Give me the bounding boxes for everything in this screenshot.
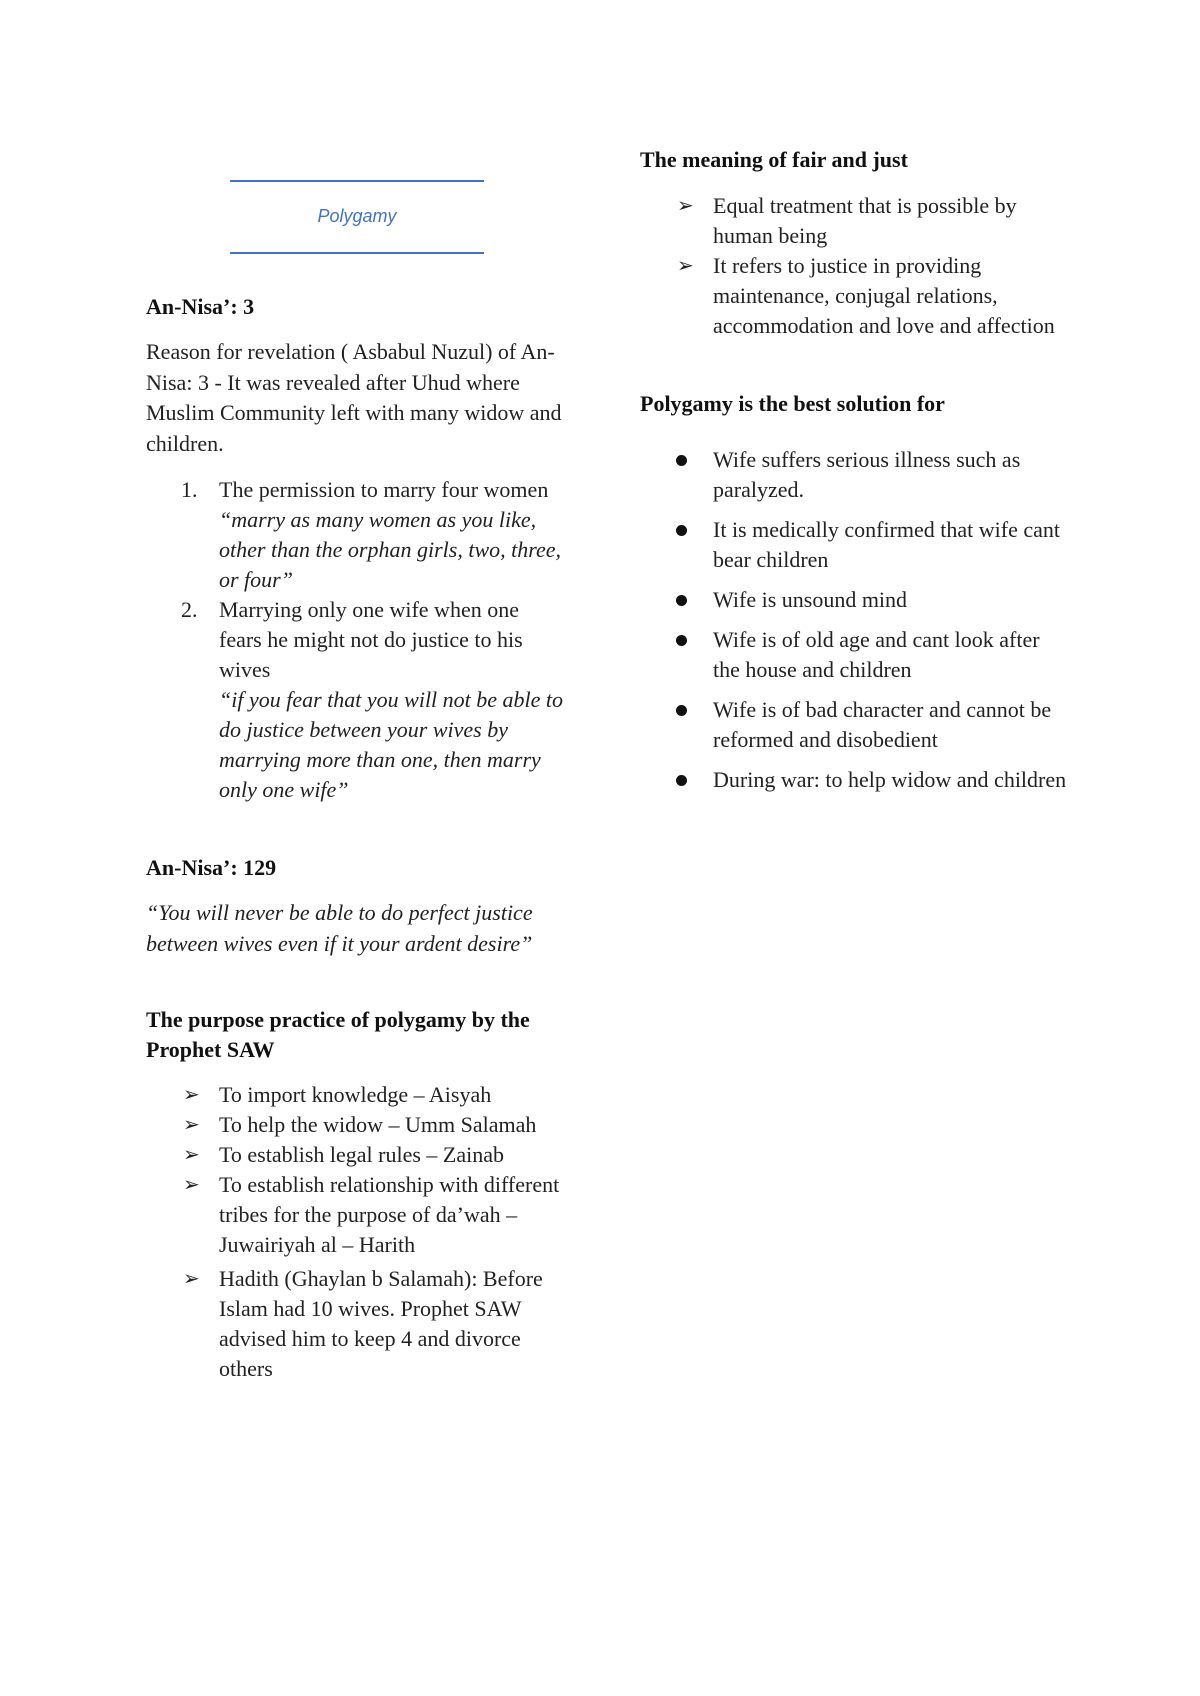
list-item-quote: “if you fear that you will not be able to do justice between your wives by marrying more than one, then marry only one wife” <box>219 687 564 802</box>
meaning-list <box>640 191 1070 341</box>
bullet-dot-icon <box>676 635 687 646</box>
arrow-bullet-icon: ➢ <box>677 195 694 217</box>
list-marker: 2. <box>181 597 198 622</box>
list-item: Wife is of bad character and cannot be reformed and disobedient <box>640 695 1070 755</box>
list-item: ➢ To establish legal rules – Zainab <box>146 1140 566 1170</box>
list-item: ➢ It refers to justice in providing maintenance, conjugal relations, accommodation and love and affection <box>677 253 1055 338</box>
list-item-text: The permission to marry four women <box>219 477 549 502</box>
title-rule-bottom <box>230 252 484 254</box>
heading-an-nisa-3: An-Nisa’: 3 <box>146 294 255 319</box>
heading-best-solution: Polygamy is the best solution for <box>640 391 945 416</box>
bullet-dot-icon <box>676 525 687 536</box>
list-item: ➢ Hadith (Ghaylan b Salamah): Before Islam had 10 wives. Prophet SAW advised him to keep 4 and divorce others <box>183 1266 543 1381</box>
list-item <box>146 475 566 595</box>
list-item: Wife is of old age and cant look after the house and children <box>640 625 1070 685</box>
quote-an-nisa-129: “You will never be able to do perfect justice between wives even if it your ardent desire” <box>146 900 533 956</box>
title-rule-top <box>230 180 484 182</box>
reason-paragraph: Reason for revelation ( Asbabul Nuzul) of An- Nisa: 3 - It was revealed after Uhud where Muslim Community left with many widow and children. <box>146 339 562 456</box>
list-item: ➢ To import knowledge – Aisyah <box>146 1080 566 1110</box>
list-item: During war: to help widow and children <box>640 765 1070 795</box>
purpose-list <box>146 1080 566 1384</box>
bullet-dot-icon <box>676 595 687 606</box>
list-item: ➢ Equal treatment that is possible by human being <box>677 193 1017 248</box>
arrow-bullet-icon: ➢ <box>183 1144 200 1166</box>
arrow-bullet-icon: ➢ <box>183 1174 200 1196</box>
arrow-bullet-icon: ➢ <box>183 1084 200 1106</box>
bullet-dot-icon <box>676 775 687 786</box>
numbered-list <box>146 475 566 805</box>
title-block <box>230 180 484 256</box>
list-item: ➢ To establish relationship with different tribes for the purpose of da’wah – Juwairiyah al – Harith <box>183 1172 560 1257</box>
arrow-bullet-icon: ➢ <box>183 1114 200 1136</box>
list-item: Wife suffers serious illness such as paralyzed. <box>640 445 1070 505</box>
list-item: It is medically confirmed that wife cant bear children <box>640 515 1070 575</box>
list-item <box>146 595 566 805</box>
list-marker: 1. <box>181 477 198 502</box>
heading-purpose: The purpose practice of polygamy by the Prophet SAW <box>146 1007 530 1062</box>
bullet-dot-icon <box>676 705 687 716</box>
bullet-dot-icon <box>676 455 687 466</box>
list-item: ➢ To help the widow – Umm Salamah <box>146 1110 566 1140</box>
list-item-text: Marrying only one wife when one fears he might not do justice to his wives <box>219 597 523 682</box>
page-title: Polygamy <box>317 206 397 226</box>
list-item-quote: “marry as many women as you like, other than the orphan girls, two, three, or four” <box>219 507 562 592</box>
arrow-bullet-icon: ➢ <box>677 255 694 277</box>
solution-list <box>640 445 1070 805</box>
arrow-bullet-icon: ➢ <box>183 1268 200 1290</box>
heading-fair-and-just: The meaning of fair and just <box>640 147 908 172</box>
heading-an-nisa-129: An-Nisa’: 129 <box>146 855 277 880</box>
list-item: Wife is unsound mind <box>640 585 1070 615</box>
